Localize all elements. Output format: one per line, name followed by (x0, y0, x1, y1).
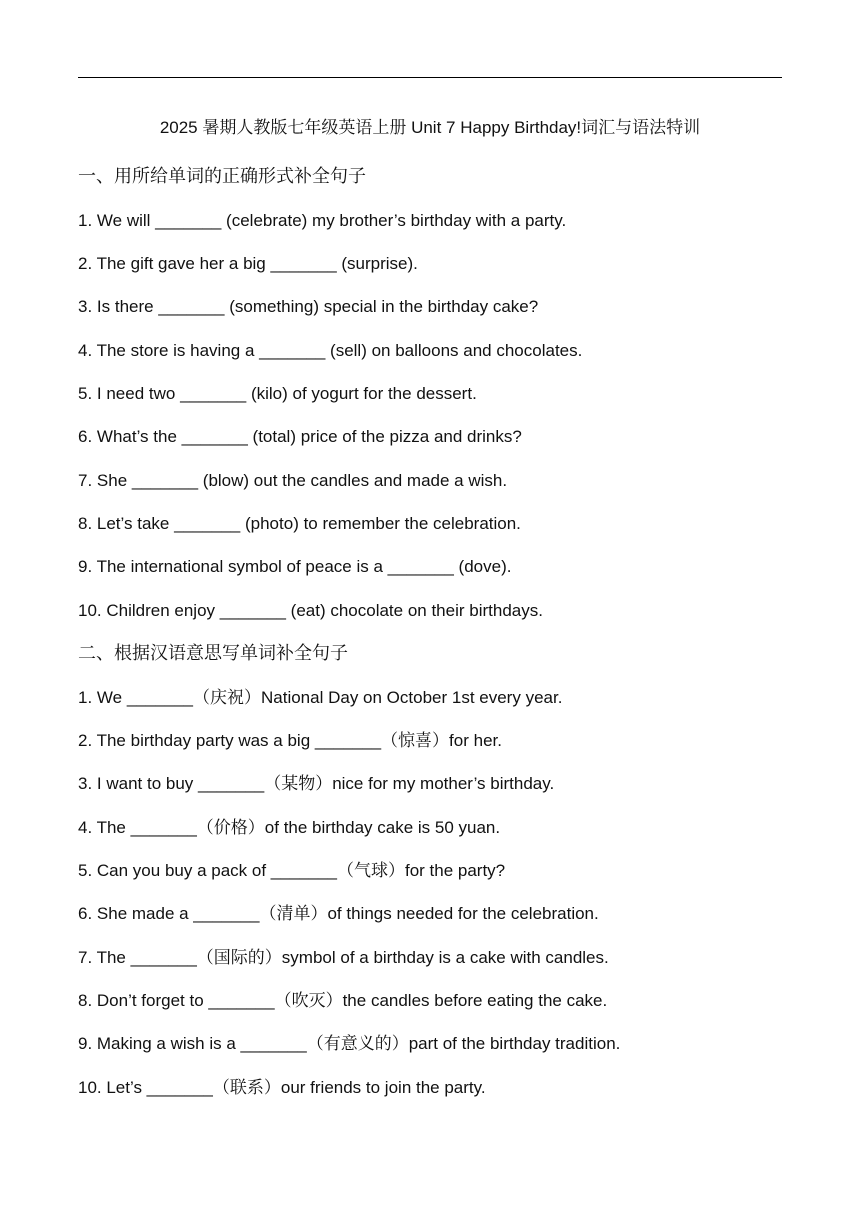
section-2-item: 10. Let’s _______（联系）our friends to join the party. (78, 1078, 486, 1097)
section-2-item: 8. Don’t forget to _______（吹灭）the candles before eating the cake. (78, 991, 608, 1010)
header-rule (78, 77, 782, 78)
section-2-item: 7. The _______（国际的）symbol of a birthday is a cake with candles. (78, 948, 609, 967)
section-2-item: 2. The birthday party was a big _______（惊喜）for her. (78, 731, 502, 750)
section-1-item: 5. I need two _______ (kilo) of yogurt for the dessert. (78, 384, 477, 403)
section-1-heading: 一、用所给单词的正确形式补全句子 (78, 166, 366, 187)
section-2-item: 6. She made a _______（清单）of things needed for the celebration. (78, 904, 599, 923)
section-2-item: 1. We _______（庆祝）National Day on October 1st every year. (78, 688, 563, 707)
section-1-item: 4. The store is having a _______ (sell) on balloons and chocolates. (78, 341, 583, 360)
section-2-item: 3. I want to buy _______（某物）nice for my mother’s birthday. (78, 774, 555, 793)
section-1-item: 6. What’s the _______ (total) price of the pizza and drinks? (78, 427, 522, 446)
section-1-item: 9. The international symbol of peace is a _______ (dove). (78, 557, 512, 576)
page-title: 2025 暑期人教版七年级英语上册 Unit 7 Happy Birthday!词汇与语法特训 (159, 118, 701, 137)
section-2-item: 4. The _______（价格）of the birthday cake is 50 yuan. (78, 818, 501, 837)
section-1-item: 8. Let’s take _______ (photo) to remember the celebration. (78, 514, 521, 533)
section-2-item: 5. Can you buy a pack of _______（气球）for the party? (78, 861, 506, 880)
section-1-item: 3. Is there _______ (something) special in the birthday cake? (78, 297, 539, 316)
section-2-heading: 二、根据汉语意思写单词补全句子 (78, 643, 348, 664)
section-1-item: 1. We will _______ (celebrate) my brother’s birthday with a party. (78, 211, 567, 230)
section-2-item: 9. Making a wish is a _______（有意义的）part of the birthday tradition. (78, 1034, 621, 1053)
section-1-item: 7. She _______ (blow) out the candles and made a wish. (78, 471, 508, 490)
section-1-item: 2. The gift gave her a big _______ (surprise). (78, 254, 418, 273)
section-1-item: 10. Children enjoy _______ (eat) chocolate on their birthdays. (78, 601, 543, 620)
